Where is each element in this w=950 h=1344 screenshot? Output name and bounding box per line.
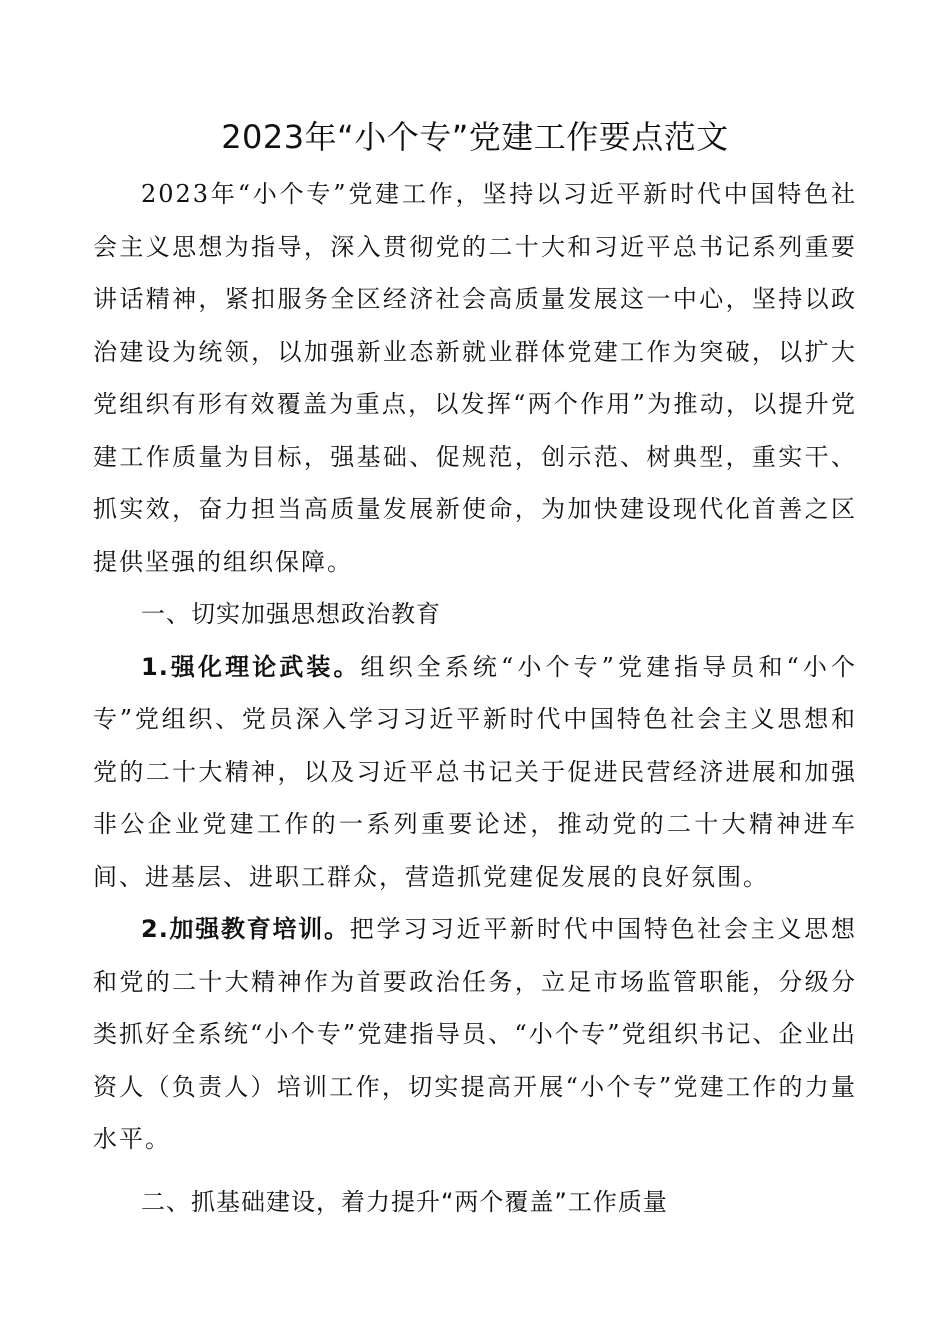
spacer [93, 1166, 857, 1176]
section-heading-1: 一、切实加强思想政治教育 [141, 600, 441, 628]
item-paragraph-2 [93, 903, 857, 1166]
section-heading-2: 二、抓基础建设，着力提升“两个覆盖”工作质量 [141, 1187, 668, 1216]
item-lead-2: 2.加强教育培训。 [141, 915, 350, 943]
item-paragraph-1 [93, 641, 857, 904]
document-title: 2023年“小个专”党建工作要点范文 [221, 118, 729, 156]
item-text-2: 把学习习近平新时代中国特色社会主义思想和党的二十大精神作为首要政治任务，立足市场监管职能，分级分类抓好全系统“小个专”党建指导员、“小个专”党组织书记、企业出资人（负责人）培训工作，切实提高开展“小个专”党建工作的力量水平。 [93, 915, 857, 1153]
item-text-1: 组织全系统“小个专”党建指导员和“小个专”党组织、党员深入学习习近平新时代中国特色社会主义思想和党的二十大精神，以及习近平总书记关于促进民营经济进展和加强非公企业党建工作的一系列重要论述，推动党的二十大精神进车间、进基层、进职工群众，营造抓党建促发展的良好氛围。 [93, 652, 857, 891]
item-lead-1: 1.强化理论武装。 [141, 652, 361, 681]
intro-paragraph: 2023年“小个专”党建工作，坚持以习近平新时代中国特色社会主义思想为指导，深入贯彻党的二十大和习近平总书记系列重要讲话精神，紧扣服务全区经济社会高质量发展这一中心，坚持以政治建设为统领，以加强新业态新就业群体党建工作为突破，以扩大党组织有形有效覆盖为重点，以发挥“两个作用”为推动，以提升党建工作质量为目标，强基础、促规范，创示范、树典型，重实干、抓实效，奋力担当高质量发展新使命，为加快建设现代化首善之区提供坚强的组织保障。 [93, 180, 857, 576]
